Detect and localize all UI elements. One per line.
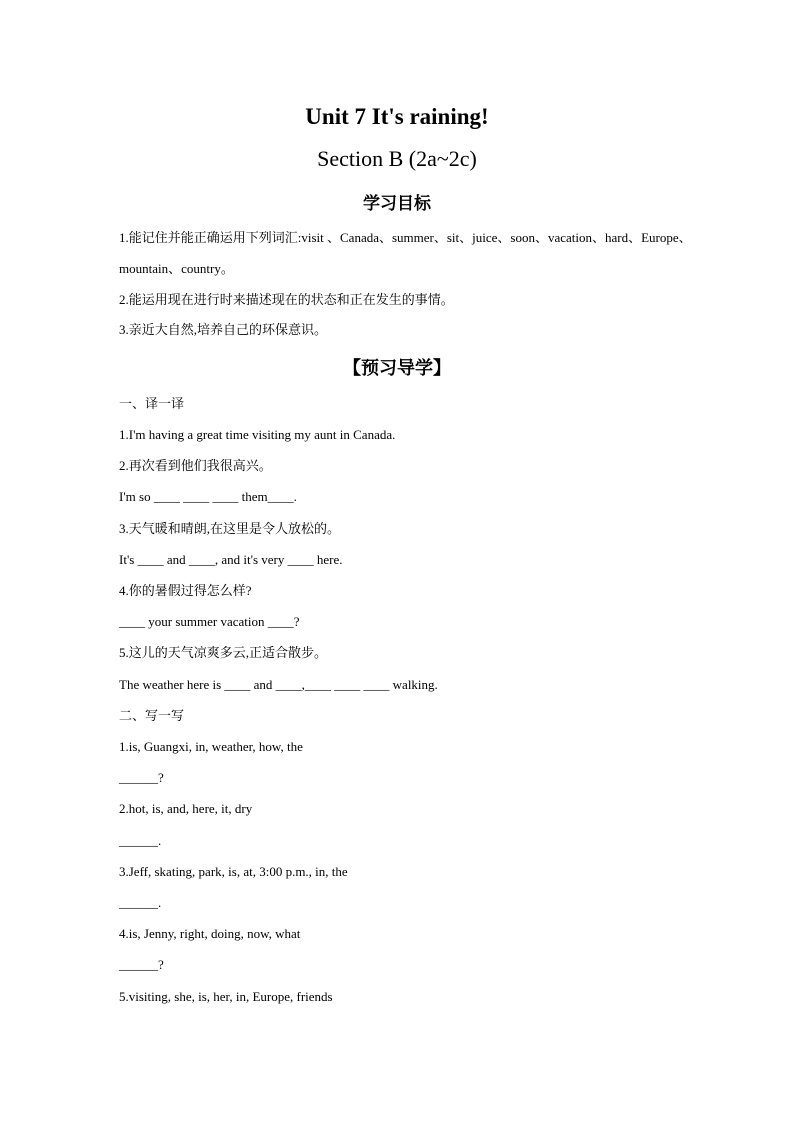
exercise-line: I'm so ____ ____ ____ them____. bbox=[119, 489, 297, 504]
exercise-line: 5.这儿的天气凉爽多云,正适合散步。 bbox=[119, 645, 328, 660]
goal-item-1: 1.能记住并能正确运用下列词汇:visit 、Canada、summer、sit、juice、soon、vacation、hard、Europe、mountain、country。 bbox=[119, 230, 692, 276]
page-title: Unit 7 It's raining! bbox=[305, 104, 489, 129]
exercise-line: 4.你的暑假过得怎么样? bbox=[119, 583, 252, 598]
exercise-line: The weather here is ____ and ____,____ ____ ____ walking. bbox=[119, 677, 438, 692]
goals-heading: 学习目标 bbox=[363, 194, 431, 214]
exercise-line: ____ your summer vacation ____? bbox=[119, 614, 300, 629]
part2-heading: 二、写一写 bbox=[119, 708, 185, 723]
preview-heading: 【预习导学】 bbox=[343, 358, 451, 379]
exercise-line: 3.天气暖和晴朗,在这里是令人放松的。 bbox=[119, 521, 341, 536]
answer-blank: ______? bbox=[119, 957, 164, 972]
exercise-line: 3.Jeff, skating, park, is, at, 3:00 p.m., in, the bbox=[119, 864, 348, 879]
exercise-line: 1.is, Guangxi, in, weather, how, the bbox=[119, 739, 303, 754]
exercise-line: 2.hot, is, and, here, it, dry bbox=[119, 801, 253, 816]
exercise-line: 1.I'm having a great time visiting my aunt in Canada. bbox=[119, 427, 396, 442]
answer-blank: ______? bbox=[119, 770, 164, 785]
goal-item-2: 2.能运用现在进行时来描述现在的状态和正在发生的事情。 bbox=[119, 292, 454, 307]
exercise-line: 5.visiting, she, is, her, in, Europe, friends bbox=[119, 989, 333, 1004]
answer-blank: ______. bbox=[119, 895, 162, 910]
part1-heading: 一、译一译 bbox=[119, 396, 185, 411]
exercise-line: 2.再次看到他们我很高兴。 bbox=[119, 458, 272, 473]
section-subtitle: Section B (2a~2c) bbox=[317, 146, 477, 171]
exercise-line: 4.is, Jenny, right, doing, now, what bbox=[119, 926, 301, 941]
exercise-line: It's ____ and ____, and it's very ____ here. bbox=[119, 552, 343, 567]
goal-item-3: 3.亲近大自然,培养自己的环保意识。 bbox=[119, 322, 328, 337]
answer-blank: ______. bbox=[119, 833, 162, 848]
